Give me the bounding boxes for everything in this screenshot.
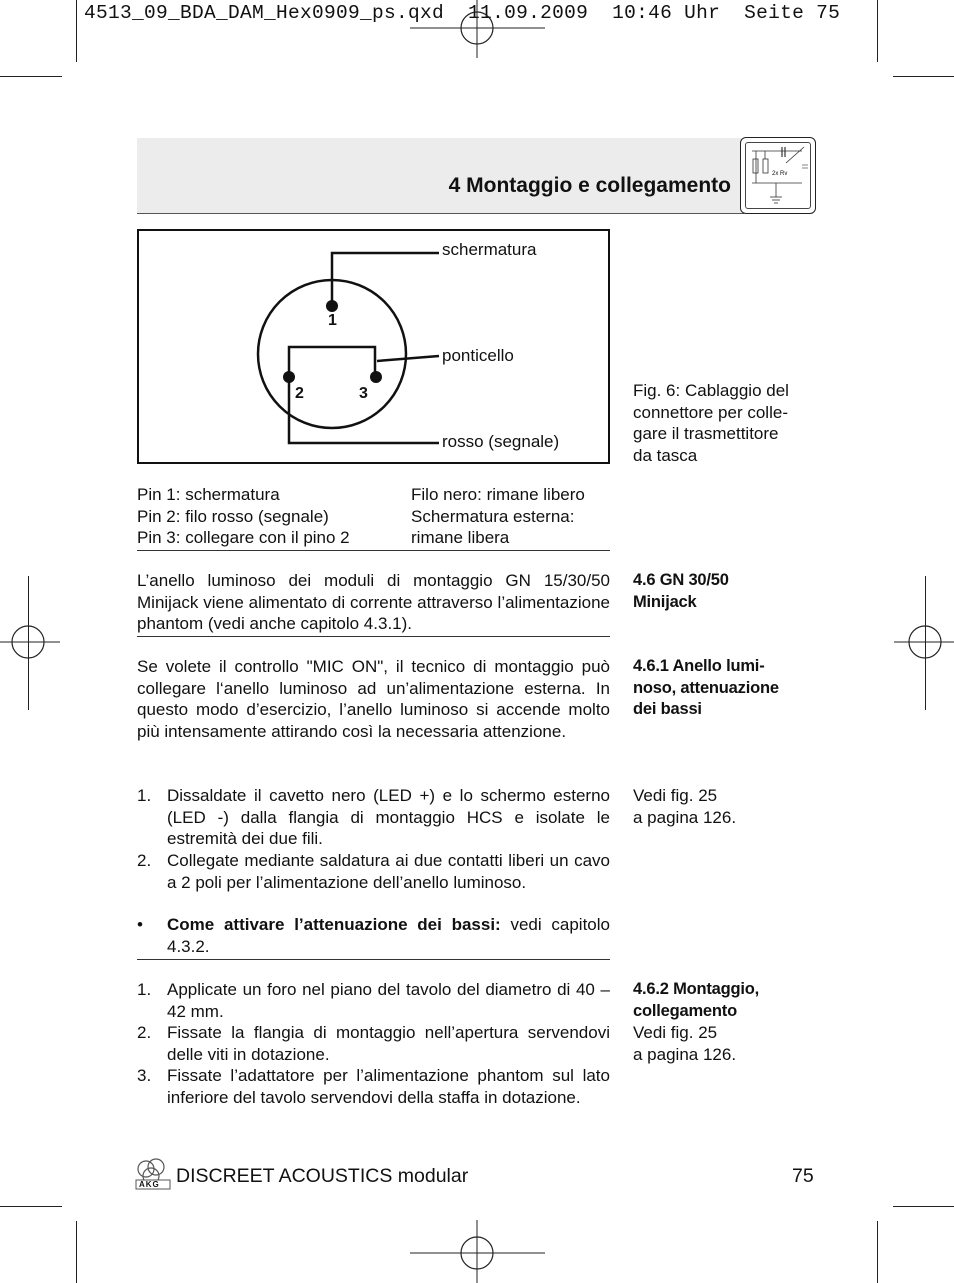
pin-1-label: 1 bbox=[328, 312, 337, 329]
label-bridge: ponticello bbox=[442, 346, 514, 365]
list-item: 2. Fissate la flangia di montaggio nell’apertura servendovi delle viti in dotazione. bbox=[137, 1023, 610, 1064]
list-item: 1. Applicate un foro nel piano del tavolo del diametro di 40 – 42 mm. bbox=[137, 980, 610, 1021]
section-4-6-2-side-note: Vedi fig. 25 a pagina 126. bbox=[633, 1023, 737, 1064]
divider bbox=[137, 636, 610, 637]
pin-table-left: Pin 1: schermatura Pin 2: filo rosso (segnale) Pin 3: collegare con il pino 2 bbox=[137, 485, 350, 547]
section-4-6-text: L’anello luminoso dei moduli di montaggio GN 15/30/50 Minijack viene alimentato di corrente attraverso l’alimentazione phantom (vedi anche capitolo 4.3.1). bbox=[137, 571, 610, 633]
list-item: 2. Collegate mediante saldatura ai due contatti liberi un cavo a 2 poli per l’alimentazione dell’anello luminoso. bbox=[137, 851, 610, 892]
registration-mark-top bbox=[410, 0, 545, 60]
pin-2-dot bbox=[283, 371, 295, 383]
pin-1-dot bbox=[326, 300, 338, 312]
bullet-item: • Come attivare l’attenuazione dei bassi: vedi capitolo 4.3.2. bbox=[137, 915, 610, 956]
pin-3-label: 3 bbox=[359, 385, 368, 402]
header-rule bbox=[137, 213, 744, 214]
divider bbox=[137, 550, 610, 551]
printer-slug: 4513_09_BDA_DAM_Hex0909_ps.qxd 11.09.2009 10:46 Uhr Seite 75 bbox=[84, 2, 841, 24]
section-4-6-2-heading: 4.6.2 Montaggio, collegamento bbox=[633, 980, 760, 1020]
list-item: 1. Dissaldate il cavetto nero (LED +) e lo schermo esterno (LED -) dalla flangia di montaggio HCS e isolate le estremità dei due fili. bbox=[137, 786, 610, 848]
divider bbox=[137, 959, 610, 960]
registration-mark-right bbox=[894, 610, 954, 672]
pin-2-label: 2 bbox=[295, 385, 304, 402]
section-4-6-1-heading: 4.6.1 Anello lumi- noso, attenuazione dei bassi bbox=[633, 657, 779, 718]
section-4-6-heading: 4.6 GN 30/50 Minijack bbox=[633, 571, 729, 611]
label-signal: rosso (segnale) bbox=[442, 432, 560, 451]
section-4-6-1-text: Se volete il controllo "MIC ON", il tecnico di montaggio può collegare l‘anello luminoso ad un’alimentazione esterna. In questo modo d’esercizio, l’anello luminoso si accende molto più intensamente attirando così la necessaria attenzione. bbox=[137, 657, 610, 741]
connector-figure bbox=[137, 229, 610, 464]
footer-product-name: DISCREET ACOUSTICS modular bbox=[176, 1165, 469, 1187]
section-4-6-1-side-note: Vedi fig. 25 a pagina 126. bbox=[633, 786, 737, 827]
circuit-icon bbox=[740, 137, 816, 214]
page-title: 4 Montaggio e collegamento bbox=[448, 174, 731, 197]
registration-mark-bottom bbox=[410, 1220, 545, 1283]
page-number: 75 bbox=[792, 1165, 814, 1187]
label-shield: schermatura bbox=[442, 240, 537, 259]
registration-mark-left bbox=[0, 610, 60, 672]
pin-3-dot bbox=[370, 371, 382, 383]
connector-diagram bbox=[139, 231, 608, 462]
circuit-icon-label: 2x Rv bbox=[772, 171, 788, 177]
figure-caption: Fig. 6: Cablaggio del connettore per colle- gare il trasmettitore da tasca bbox=[633, 381, 789, 465]
akg-logo-text: AKG bbox=[139, 1180, 160, 1189]
list-item: 3. Fissate l’adattatore per l’alimentazione phantom sul lato inferiore del tavolo servendovi della staffa in dotazione. bbox=[137, 1066, 610, 1107]
pin-table-right: Filo nero: rimane libero Schermatura esterna: rimane libera bbox=[411, 485, 585, 547]
